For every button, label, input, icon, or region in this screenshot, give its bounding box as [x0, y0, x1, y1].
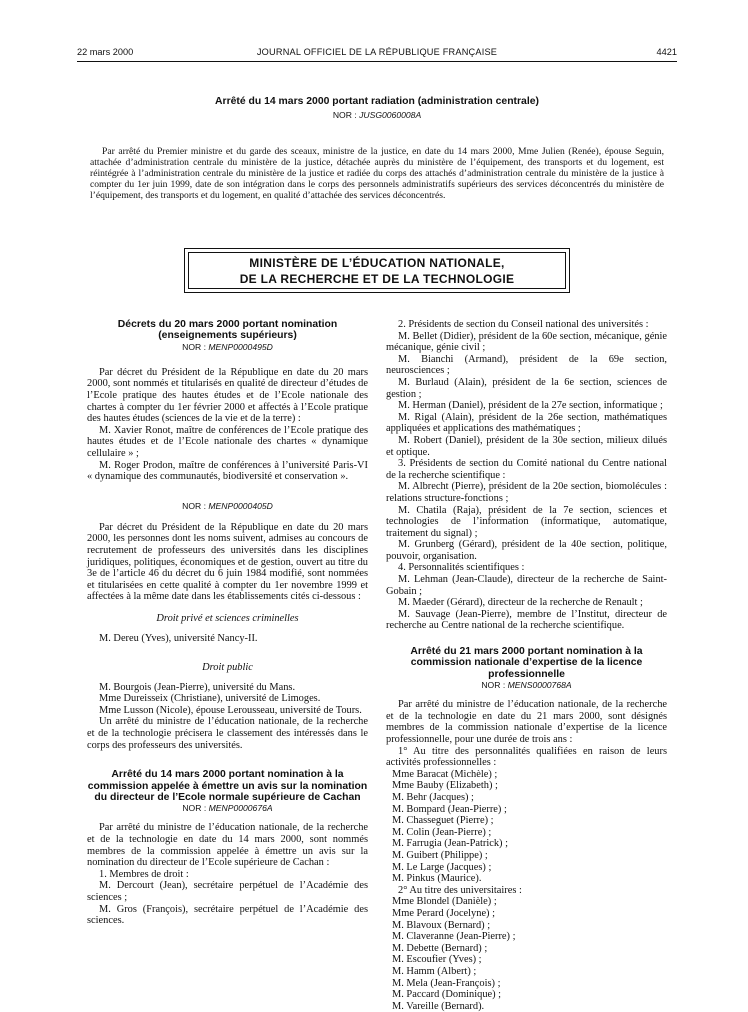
- top-arrete-title: Arrêté du 14 mars 2000 portant radiation (administration centrale): [215, 96, 539, 107]
- arrete-licence-title: Arrêté du 21 mars 2000 portant nomination à la commission nationale d’expertise de la licence professionnelle: [410, 646, 643, 680]
- members-list-2: [386, 896, 667, 1012]
- top-nor: [90, 110, 664, 121]
- paragraph: Par arrêté du ministre de l’éducation nationale, de la recherche et de la technologie en date du 21 mars 2000, sont désignés membres de la commission nationale d’expertise de la licence professionnelle, pour une durée de trois ans :: [386, 699, 667, 746]
- paragraph: M. Maeder (Gérard), directeur de la recherche de Renault ;: [398, 597, 643, 609]
- paragraph: Par arrêté du ministre de l’éducation nationale, de la recherche et de la technologie en date du 14 mars 2000, sont nommés membres de la commission appelée à émettre un avis sur la nomination du directeur de l’Ecole supérieure de Cachan :: [87, 822, 368, 869]
- paragraph: M. Chatila (Raja), président de la 7e section, sciences et technologies de l’information (informatique, automatique, traitement du signal) ;: [386, 504, 667, 539]
- paragraph: Par décret du Président de la République en date du 20 mars 2000, les personnes dont les noms suivent, admises au concours de recrutement de professeurs des universités dans les disciplines juridiques, politiques, économiques et de gestion, ouvert au titre du 3e de l’article 46 du décret du 6 juin 1984 modifié, sont nommées et titularisées en cette qualité à compter du 1er novembre 1999 et affectées à la même date dans les établissements cités ci-dessous :: [87, 521, 368, 603]
- nor-code: JUSG0060008A: [359, 110, 422, 121]
- list-item: M. Vareille (Bernard).: [392, 1000, 485, 1012]
- list-item: Mme Blondel (Danièle) ;: [392, 896, 497, 908]
- paragraph: 4. Personnalités scientifiques :: [398, 562, 525, 574]
- ministry-line-2: DE LA RECHERCHE ET DE LA TECHNOLOGIE: [239, 272, 515, 286]
- nor-label: NOR :: [182, 500, 206, 511]
- paragraph: M. Robert (Daniel), président de la 30e section, milieux dilués et optique.: [386, 434, 667, 458]
- list-item: M. Colin (Jean-Pierre) ;: [392, 826, 492, 838]
- running-header: [77, 47, 677, 61]
- paragraph: M. Bianchi (Armand), président de la 69e section, neurosciences ;: [386, 353, 667, 377]
- arrete-cachan-title: Arrêté du 14 mars 2000 portant nomination à la commission appelée à émettre un avis sur la nomination du directeur de l’Ecole normale supérieure de Cachan: [87, 769, 368, 804]
- nor-label: NOR :: [182, 341, 206, 352]
- nor-label: NOR :: [481, 680, 506, 691]
- nor-code: MENP0000495D: [208, 341, 273, 352]
- nor-code: MENS0000768A: [507, 680, 572, 691]
- paragraph: M. Bourgois (Jean-Pierre), université du Mans.: [99, 681, 296, 693]
- list-item: M. Hamm (Albert) ;: [392, 965, 477, 977]
- list-item: M. Bompard (Jean-Pierre) ;: [392, 803, 507, 815]
- list-item: M. Chasseguet (Pierre) ;: [392, 815, 494, 827]
- list-item: M. Farrugia (Jean-Patrick) ;: [392, 838, 508, 850]
- header-date: 22 mars 2000: [77, 47, 134, 57]
- left-column: [87, 319, 368, 927]
- paragraph: 3. Présidents de section du Comité national du Centre national de la recherche scientifique :: [386, 458, 667, 481]
- ministry-line-1: MINISTÈRE DE L’ÉDUCATION NATIONALE,: [249, 256, 505, 270]
- nor-label: NOR :: [182, 803, 207, 814]
- paragraph: 1° Au titre des personnalités qualifiées en raison de leurs activités professionnelles :: [386, 745, 667, 769]
- list-item: Mme Perard (Jocelyne) ;: [392, 907, 496, 919]
- licence-nor: [386, 680, 667, 691]
- paragraph: Mme Lusson (Nicole), épouse Lerousseau, université de Tours.: [99, 704, 362, 716]
- list-item: M. Debette (Bernard) ;: [392, 942, 488, 954]
- header-journal-title: JOURNAL OFFICIEL DE LA RÉPUBLIQUE FRANÇAISE: [256, 47, 498, 57]
- list-item: M. Behr (Jacques) ;: [392, 792, 474, 803]
- list-item: M. Mela (Jean-François) ;: [392, 977, 501, 989]
- cachan-nor: [87, 803, 368, 814]
- decrets-title: Décrets du 20 mars 2000 portant nomination (enseignements supérieurs): [117, 319, 338, 342]
- ministry-box: [184, 248, 570, 293]
- paragraph: M. Dereu (Yves), université Nancy-II.: [99, 632, 258, 644]
- paragraph: 2° Au titre des universitaires :: [398, 884, 522, 896]
- decrets-nor-1: [87, 342, 368, 353]
- header-page-number: 4421: [656, 47, 677, 57]
- paragraph: M. Lehman (Jean-Claude), directeur de la recherche de Saint-Gobain ;: [386, 574, 667, 597]
- paragraph: M. Rigal (Alain), président de la 26e section, mathématiques appliquées et applications des mathématiques ;: [386, 411, 667, 435]
- paragraph: M. Dercourt (Jean), secrétaire perpétuel de l’Académie des sciences ;: [87, 880, 368, 904]
- paragraph: Par décret du Président de la République en date du 20 mars 2000, sont nommés et titularisés en qualité de directeur d’études de l’Ecole pratique des hautes études et de l’Ecole nationale des chartes à compter du 1er février 2000 et affectés à l’Ecole pratique des hautes études (sciences de la vie et de la terre) :: [87, 366, 368, 425]
- nor-code: MENP0000405D: [208, 500, 273, 511]
- list-item: Mme Bauby (Elizabeth) ;: [392, 780, 498, 792]
- decrets-nor-2: [87, 501, 368, 512]
- paragraph: Mme Dureisseix (Christiane), université de Limoges.: [99, 693, 321, 705]
- right-column: [386, 319, 667, 1012]
- list-item: M. Guibert (Philippe) ;: [392, 849, 488, 861]
- paragraph: M. Herman (Daniel), président de la 27e section, informatique ;: [398, 400, 663, 412]
- list-item: M. Claveranne (Jean-Pierre) ;: [392, 931, 516, 943]
- list-item: M. Le Large (Jacques) ;: [392, 861, 492, 873]
- list-item: M. Paccard (Dominique) ;: [392, 989, 502, 1001]
- section-heading-droit-prive: Droit privé et sciences criminelles: [156, 612, 299, 624]
- list-item: M. Blavoux (Bernard) ;: [392, 919, 491, 931]
- paragraph: M. Roger Prodon, maître de conférences à l’université Paris-VI « dynamique des communautés, biodiversité et conservation ».: [87, 459, 368, 483]
- header-rule: [77, 61, 677, 62]
- section-heading-droit-public: Droit public: [202, 662, 253, 674]
- paragraph: 2. Présidents de section du Conseil national des universités :: [398, 319, 649, 330]
- top-section: [90, 96, 664, 202]
- paragraph: M. Albrecht (Pierre), président de la 20e section, biomolécules : relations structure-fonctions ;: [386, 481, 667, 504]
- paragraph: M. Grunberg (Gérard), président de la 40e section, politique, pouvoir, organisation.: [386, 539, 667, 562]
- paragraph: M. Gros (François), secrétaire perpétuel de l’Académie des sciences.: [87, 903, 368, 927]
- paragraph: M. Xavier Ronot, maître de conférences de l’Ecole pratique des hautes études et de l’Ecole nationale des chartes « dynamique cellulaire » ;: [87, 424, 368, 459]
- paragraph: M. Sauvage (Jean-Pierre), membre de l’Institut, directeur de recherche au Centre national de la recherche scientifique.: [386, 608, 667, 632]
- list-item: Mme Baracat (Michèle) ;: [392, 768, 498, 780]
- list-item: M. Escoufier (Yves) ;: [392, 954, 482, 966]
- paragraph: 1. Membres de droit :: [99, 868, 189, 880]
- top-arrete-body: Par arrêté du Premier ministre et du garde des sceaux, ministre de la justice, en date du 14 mars 2000, Mme Julien (Renée), épouse Seguin, attachée d’administration centrale du ministère de la justice, détachée auprès du ministère de l’équipement, des transports et du logement, est réintégrée à l’administration centrale du ministère de la justice et radiée du corps des attachés d’administration centrale du ministère de la justice à compter du 1er juin 1999, date de son intégration dans le corps des personnels administratifs supérieurs des services déconcentrés du ministère de l’équipement, des transports et du logement, en qualité d’attachée des services déconcentrés.: [90, 146, 664, 202]
- paragraph: Un arrêté du ministre de l’éducation nationale, de la recherche et de la technologie précisera le classement des intéressés dans le corps des professeurs des universités.: [87, 716, 368, 751]
- members-list-1: [386, 769, 667, 885]
- paragraph: M. Bellet (Didier), président de la 60e section, mécanique, génie mécanique, génie civil ;: [386, 330, 667, 354]
- paragraph: M. Burlaud (Alain), président de la 6e section, sciences de gestion ;: [386, 376, 667, 400]
- list-item: M. Pinkus (Maurice).: [392, 873, 482, 885]
- nor-label: NOR :: [332, 110, 357, 121]
- nor-code: MENP0000676A: [208, 803, 273, 814]
